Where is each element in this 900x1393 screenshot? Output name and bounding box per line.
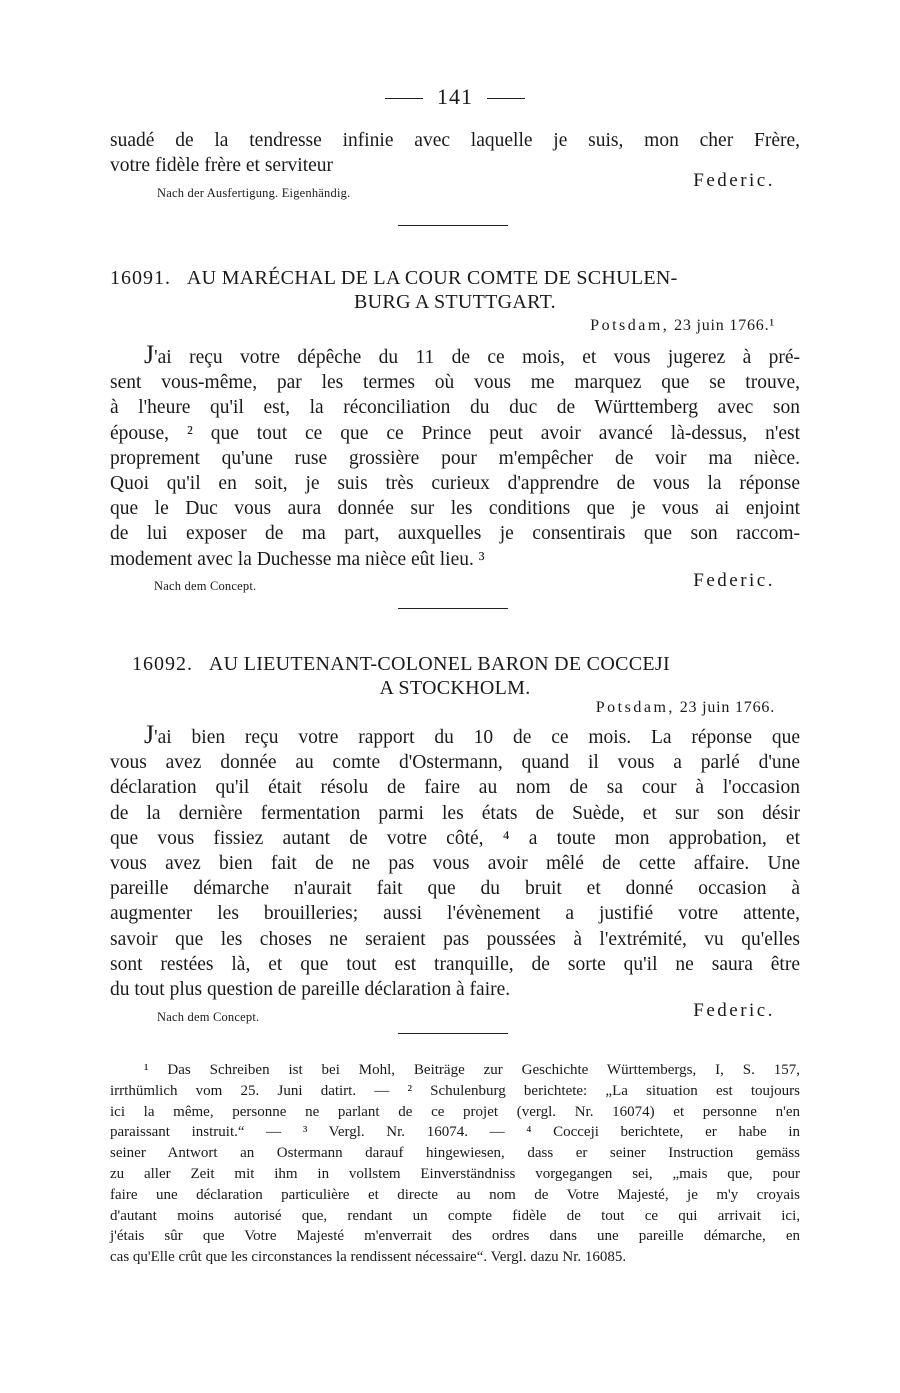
letter-number: 16092. — [132, 653, 193, 675]
text-line: du tout plus question de pareille déclaration à faire. — [110, 979, 511, 1001]
text-line: suadé de la tendresse infinie avec laquelle je suis, mon cher Frère, — [110, 130, 800, 151]
text-line: pareille démarche n'aurait fait que du bruit et donné occasion à — [110, 878, 800, 900]
source-note: Nach der Ausfertigung. Eigenhändig. — [157, 186, 351, 200]
text-line: de la dernière fermentation parmi les états de Suède, et sur son désir — [110, 802, 800, 824]
heading-line: AU LIEUTENANT-COLONEL BARON DE COCCEJI — [208, 653, 670, 675]
source-note: Nach dem Concept. — [157, 1010, 260, 1024]
text-line: sont restées là, et que tout est tranquille, de sorte qu'il ne saura être — [110, 953, 800, 975]
text-line: augmenter les brouilleries; aussi l'évènement a justifié votre attente, — [110, 903, 800, 925]
page-header — [110, 84, 800, 110]
footnote-line: cas qu'Elle crût que les circonstances la rendissent nécessaire“. Vergl. dazu Nr. 16085. — [110, 1249, 627, 1266]
text-line: 'ai reçu votre dépêche du 11 de ce mois, et vous jugerez à pré- — [154, 347, 800, 368]
footnote-line: j'étais sûr que Votre Majesté m'enverrait des ordres dans une pareille démarche, en — [110, 1228, 800, 1245]
dateline — [596, 699, 775, 717]
text-line: que le Duc vous aura donnée sur les conditions que je vous ai enjoint — [110, 498, 800, 520]
signature: Federic. — [693, 570, 775, 591]
footnote-line: d'autant moins autorisé que, rendant un compte fidèle de tout ce qui arrivait ici, — [110, 1207, 800, 1224]
text-line: 'ai bien reçu votre rapport du 10 de ce mois. La réponse que — [154, 727, 800, 748]
section-rule — [398, 225, 508, 226]
letter-heading — [110, 652, 800, 700]
footnotes — [110, 1060, 800, 1268]
dateline-date: 23 juin 1766.¹ — [674, 317, 775, 334]
letter-number: 16091. — [110, 267, 171, 289]
footnote-line: irrthümlich vom 25. Juni datirt. — ² Schulenburg berichtete: „La situation est toujours — [110, 1082, 800, 1099]
section-rule — [398, 1033, 508, 1034]
footnote-line: seiner Antwort an Ostermann darauf hingewiesen, dass er seiner Instruction gemäss — [110, 1145, 800, 1162]
text-line: épouse, ² que tout ce que ce Prince peut avoir avancé là-dessus, n'est — [110, 422, 800, 444]
drop-cap: J — [144, 720, 155, 749]
letter-body — [110, 722, 800, 1002]
footnote-line: ici la même, personne ne parlant de ce projet (vergl. Nr. 16074) et personne n'en — [110, 1103, 800, 1120]
dateline-place: Potsdam, — [590, 317, 670, 334]
header-dash-left — [385, 98, 423, 99]
source-note: Nach dem Concept. — [154, 579, 257, 593]
footnote-line: zu aller Zeit mit ihm in vollstem Einverständniss vorgegangen sei, „mais que, pour — [110, 1165, 800, 1182]
footnote-line: paraissant instruit.“ — ³ Vergl. Nr. 16074. — ⁴ Cocceji berichtete, er habe in — [110, 1124, 800, 1141]
text-line: déclaration qu'il était résolu de faire au nom de sa cour à l'occasion — [110, 777, 800, 799]
text-line: vous avez bien fait de ne pas vous avoir mêlé de cette affaire. Une — [110, 853, 800, 875]
signature: Federic. — [693, 1000, 775, 1021]
heading-line: AU MARÉCHAL DE LA COUR COMTE DE SCHULEN- — [186, 267, 678, 289]
page-number: 141 — [437, 84, 473, 109]
dateline — [590, 317, 775, 335]
footnote-line: ¹ Das Schreiben ist bei Mohl, Beiträge zur Geschichte Württembergs, I, S. 157, — [144, 1062, 800, 1078]
text-line: vous avez donnée au comte d'Ostermann, quand il vous a parlé d'une — [110, 752, 800, 774]
heading-line: BURG A STUTTGART. — [354, 291, 556, 313]
text-line: votre fidèle frère et serviteur — [110, 155, 334, 177]
dateline-place: Potsdam, — [595, 699, 675, 716]
text-line: sent vous-même, par les termes où vous me marquez que se trouve, — [110, 372, 800, 394]
letter-heading — [110, 266, 800, 314]
text-line: Quoi qu'il en soit, je suis très curieux d'apprendre de vous la réponse — [110, 473, 800, 495]
signature: Federic. — [693, 170, 775, 191]
text-line: savoir que les choses ne seraient pas poussées à l'extrémité, vu qu'elles — [110, 928, 800, 950]
text-line: que vous fissiez autant de votre côté, ⁴ a toute mon approbation, et — [110, 827, 800, 849]
header-dash-right — [487, 98, 525, 99]
letter-body — [110, 342, 800, 572]
heading-line: A STOCKHOLM. — [379, 677, 531, 699]
footnote-line: faire une déclaration particulière et directe au nom de Votre Majesté, je m'y croyais — [110, 1186, 800, 1203]
drop-cap: J — [144, 340, 155, 369]
text-line: proprement qu'une ruse grossière pour m'empêcher de voir ma nièce. — [110, 447, 800, 469]
dateline-date: 23 juin 1766. — [679, 699, 775, 716]
section-rule — [398, 608, 508, 609]
text-line: à l'heure qu'il est, la réconciliation du duc de Württemberg avec son — [110, 397, 800, 419]
text-line: de lui exposer de ma part, auxquelles je consentirais que son raccom- — [110, 523, 800, 545]
text-line: modement avec la Duchesse ma nièce eût lieu. ³ — [110, 548, 485, 570]
